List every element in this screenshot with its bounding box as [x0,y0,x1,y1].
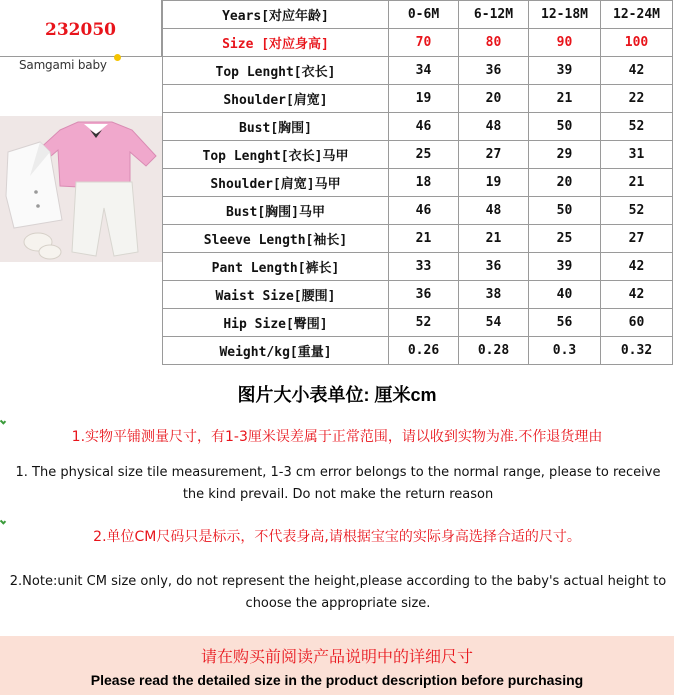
table-cell: 20 [529,169,601,197]
banner-en-text: Please read the detailed size in the product description before purchasing [90,672,584,688]
note-1-en: 1. The physical size tile measurement, 1-3 cm error belongs to the normal range, please to receive the kind prevail. Do not make the return reason [15,465,661,502]
table-cell: 0.32 [601,337,673,365]
table-cell: 25 [529,225,601,253]
table-cell: 48 [459,113,529,141]
table-cell: 6-12M [459,1,529,29]
table-cell: Bust[胸围]马甲 [163,197,389,225]
sun-icon [114,54,121,61]
table-header-row [163,1,673,29]
table-row [163,253,673,281]
table-cell: 12-24M [601,1,673,29]
note-1-cn: 1.实物平铺测量尺寸，有1-3厘米误差属于正常范围，请以收到实物为准.不作退货理由 [71,429,603,445]
table-row [163,85,673,113]
table-cell: 0.3 [529,337,601,365]
unit-title: 图片大小表单位: 厘米cm [237,385,437,405]
table-cell: 52 [601,113,673,141]
table-cell: 20 [459,85,529,113]
table-cell: 18 [389,169,459,197]
table-cell: 0-6M [389,1,459,29]
table-cell: 21 [601,169,673,197]
table-cell: 27 [459,141,529,169]
table-cell: 100 [601,29,673,57]
table-cell: 42 [601,281,673,309]
sku-number: 232050 [0,0,162,57]
table-cell: 80 [459,29,529,57]
check-icon [0,418,6,424]
table-row [163,169,673,197]
table-row [163,141,673,169]
table-cell: 48 [459,197,529,225]
table-cell: Bust[胸围] [163,113,389,141]
table-cell: Sleeve Length[袖长] [163,225,389,253]
product-panel [0,0,162,364]
check-icon [0,518,6,524]
product-photo [0,116,162,262]
table-cell: 70 [389,29,459,57]
table-cell: 40 [529,281,601,309]
table-cell: 52 [389,309,459,337]
table-cell: Hip Size[臀围] [163,309,389,337]
table-cell: 36 [459,57,529,85]
note-2-en: 2.Note:unit CM size only, do not represent the height,please according to the baby's actual height to choose the appropriate size. [9,574,667,611]
table-cell: 34 [389,57,459,85]
table-cell: 25 [389,141,459,169]
size-chart-table [162,0,673,365]
table-cell: 0.26 [389,337,459,365]
table-row [163,309,673,337]
table-cell: 33 [389,253,459,281]
table-row [163,225,673,253]
table-cell: 21 [459,225,529,253]
table-row [163,281,673,309]
table-cell: 19 [389,85,459,113]
outfit-illustration [0,116,162,262]
table-cell: 46 [389,113,459,141]
table-cell: Years[对应年龄] [163,1,389,29]
table-cell: Top Lenght[衣长]马甲 [163,141,389,169]
table-row [163,57,673,85]
table-cell: 22 [601,85,673,113]
table-cell: 42 [601,57,673,85]
table-cell: 90 [529,29,601,57]
note-2-cn: 2.单位CM尺码只是标示，不代表身高,请根据宝宝的实际身高选择合适的尺寸。 [93,529,581,545]
table-cell: 50 [529,113,601,141]
table-cell: 46 [389,197,459,225]
purchase-notice-banner [0,636,674,695]
table-cell: 31 [601,141,673,169]
table-cell: 21 [389,225,459,253]
table-cell: 21 [529,85,601,113]
table-cell: 52 [601,197,673,225]
table-cell: 39 [529,57,601,85]
table-cell: 36 [459,253,529,281]
table-cell: Top Lenght[衣长] [163,57,389,85]
height-row [163,29,673,57]
table-cell: Size [对应身高] [163,29,389,57]
table-cell: 50 [529,197,601,225]
table-cell: 42 [601,253,673,281]
brand-logo: Samgami baby [19,58,107,72]
table-cell: 12-18M [529,1,601,29]
table-cell: 56 [529,309,601,337]
table-cell: Weight/kg[重量] [163,337,389,365]
table-row [163,337,673,365]
banner-cn-text: 请在购买前阅读产品说明中的详细尺寸 [200,647,473,666]
table-cell: 0.28 [459,337,529,365]
table-cell: 29 [529,141,601,169]
table-cell: Shoulder[肩宽] [163,85,389,113]
table-cell: 19 [459,169,529,197]
table-cell: 36 [389,281,459,309]
table-cell: 54 [459,309,529,337]
table-cell: 27 [601,225,673,253]
table-row [163,113,673,141]
table-cell: 38 [459,281,529,309]
table-row [163,197,673,225]
table-cell: 39 [529,253,601,281]
table-cell: Pant Length[裤长] [163,253,389,281]
table-cell: Shoulder[肩宽]马甲 [163,169,389,197]
table-cell: 60 [601,309,673,337]
table-cell: Waist Size[腰围] [163,281,389,309]
